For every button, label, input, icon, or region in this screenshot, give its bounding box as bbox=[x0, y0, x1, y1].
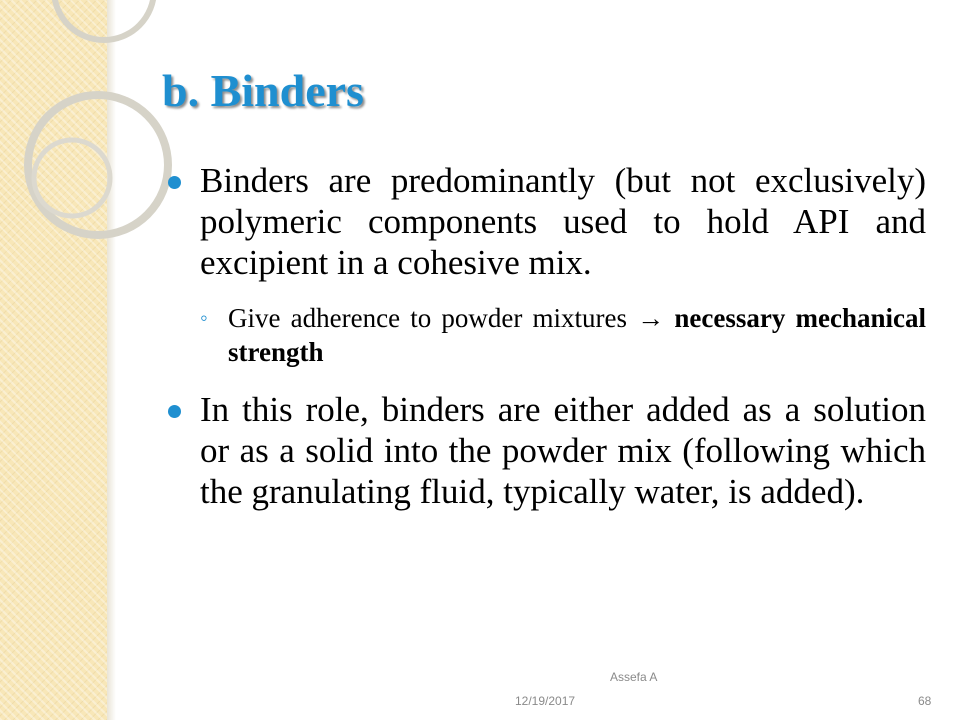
footer-author: Assefa A bbox=[610, 670, 658, 684]
sub-bullet-text: Give adherence to powder mixtures → bbox=[228, 303, 675, 333]
slide-title: b. Binders bbox=[162, 65, 364, 116]
bullet-dot-icon bbox=[168, 176, 181, 189]
ring-small bbox=[34, 140, 110, 216]
slide-content bbox=[162, 160, 926, 512]
sub-bullet-item-1 bbox=[162, 301, 926, 369]
ring-large bbox=[28, 95, 168, 235]
ring-top bbox=[54, 0, 154, 40]
footer-date: 12/19/2017 bbox=[515, 694, 576, 708]
bullet-text-1: Binders are predominantly (but not exclusively) polymeric components used to hold API and excipient in a cohesive mix. bbox=[200, 161, 926, 282]
sub-bullet-bold-text: necessary mechanical strength bbox=[228, 303, 926, 367]
bullet-text-2: In this role, binders are either added as a solution or as a solid into the powder mix (following which the granulating fluid, typically water, is added). bbox=[200, 390, 926, 511]
footer-page-number: 68 bbox=[918, 694, 932, 708]
bullet-item-2 bbox=[162, 389, 926, 512]
bullet-item-1 bbox=[162, 160, 926, 283]
bullet-dot-icon bbox=[168, 405, 181, 418]
sub-bullet-circle-icon: ◦ bbox=[200, 305, 208, 330]
